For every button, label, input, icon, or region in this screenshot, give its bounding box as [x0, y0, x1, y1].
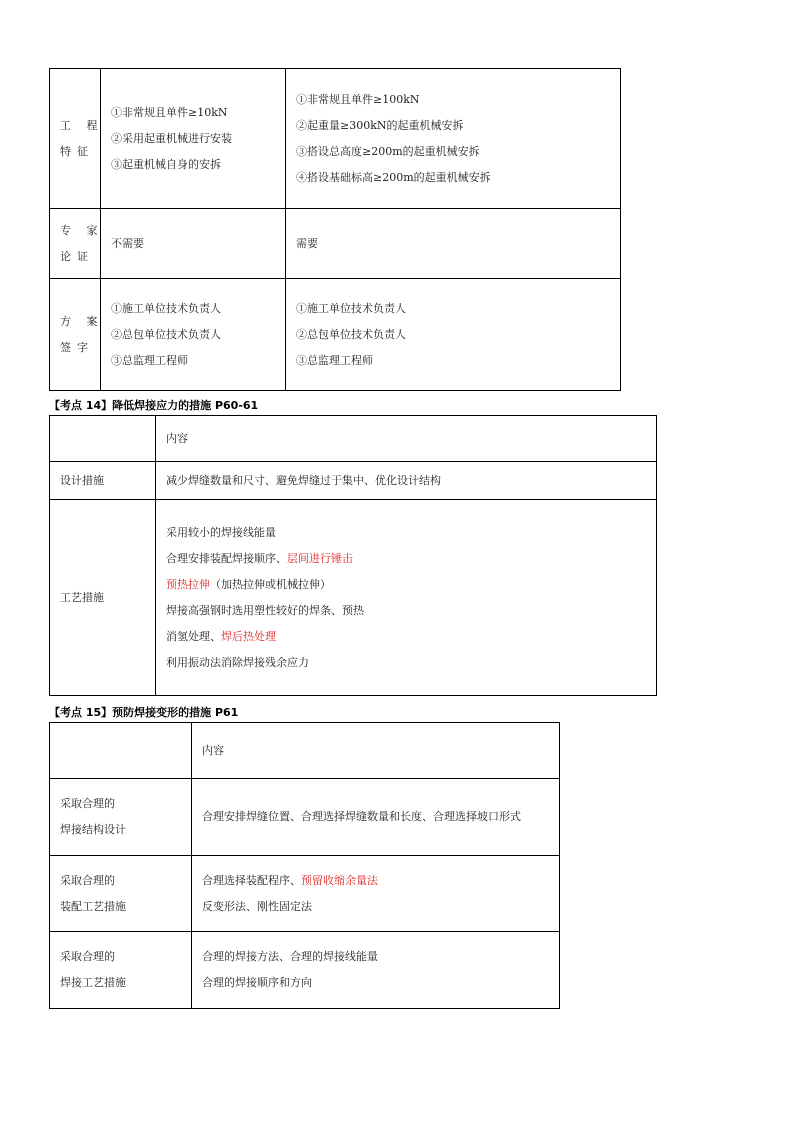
text-segment: （加热拉伸或机械拉伸） [210, 577, 331, 591]
welding-deformation-table [49, 722, 560, 1009]
text-line [202, 868, 559, 894]
text-line [202, 894, 559, 920]
highlighted-text: 焊后热处理 [221, 629, 276, 643]
row-label: 设计措施 [50, 462, 156, 500]
text-line [202, 804, 559, 830]
content-cell [192, 856, 560, 932]
text-segment: 合理的焊接顺序和方向 [202, 976, 312, 989]
text-segment: 消氢处理、 [166, 629, 221, 643]
table-row [50, 500, 657, 696]
content-lines [202, 944, 559, 996]
welding-stress-table [49, 415, 657, 696]
text-segment: 合理选择装配程序、 [202, 873, 301, 887]
text-segment: 焊接高强钢时选用塑性较好的焊条、预热 [166, 603, 364, 617]
cell-col2: ①施工单位技术负责人 ②总包单位技术负责人 ③总监理工程师 [286, 279, 621, 391]
table-row [50, 779, 560, 856]
section-14-title: 【考点 14】降低焊接应力的措施 P60-61 [49, 399, 259, 412]
content-lines [202, 868, 559, 920]
highlighted-text: 预热拉伸 [166, 577, 210, 591]
row-label: 采取合理的 焊接结构设计 [50, 779, 192, 856]
section-15-title: 【考点 15】预防焊接变形的措施 P61 [49, 706, 239, 719]
row-label: 工 程 特征 [50, 69, 101, 209]
text-line [166, 598, 656, 624]
process-measures-cell [156, 500, 657, 696]
cell-col1: 不需要 [101, 209, 286, 279]
header-empty-cell [50, 723, 192, 779]
content-cell [192, 932, 560, 1009]
design-measures-cell: 减少焊缝数量和尺寸、避免焊缝过于集中、优化设计结构 [156, 462, 657, 500]
content-cell [192, 779, 560, 856]
cell-col2: ①非常规且单件≥100kN ②起重量≥300kN的起重机械安拆 ③搭设总高度≥200m的起重机械安拆 ④搭设基础标高≥200m的起重机械安拆 [286, 69, 621, 209]
text-line [202, 944, 559, 970]
header-empty-cell [50, 416, 156, 462]
text-line [202, 970, 559, 996]
highlighted-text: 预留收缩余量法 [301, 873, 378, 887]
row-label: 采取合理的 装配工艺措施 [50, 856, 192, 932]
cell-col1: ①非常规且单件≥10kN ②采用起重机械进行安装 ③起重机械自身的安拆 [101, 69, 286, 209]
text-line [166, 650, 656, 676]
header-cell: 内容 [156, 416, 657, 462]
text-segment: 合理的焊接方法、合理的焊接线能量 [202, 950, 378, 963]
table-row [50, 856, 560, 932]
text-segment: 利用振动法消除焊接残余应力 [166, 655, 309, 669]
text-segment: 反变形法、刚性固定法 [202, 899, 312, 913]
content-lines [202, 804, 559, 830]
process-measures-list [166, 520, 656, 676]
text-line [166, 624, 656, 650]
text-segment: 合理安排装配焊接顺序、 [166, 551, 287, 565]
highlighted-text: 层间进行锤击 [287, 551, 353, 565]
table-row [50, 462, 657, 500]
table-row [50, 416, 657, 462]
table-row [50, 723, 560, 779]
table-row [50, 279, 621, 391]
cell-col1: ①施工单位技术负责人 ②总包单位技术负责人 ③总监理工程师 [101, 279, 286, 391]
text-line [166, 572, 656, 598]
text-line [166, 520, 656, 546]
text-segment: 采用较小的焊接线能量 [166, 525, 276, 539]
text-line [166, 546, 656, 572]
row-label: 工艺措施 [50, 500, 156, 696]
table-row [50, 209, 621, 279]
crane-requirements-table [49, 68, 621, 391]
table-row [50, 932, 560, 1009]
header-cell: 内容 [192, 723, 560, 779]
cell-col2: 需要 [286, 209, 621, 279]
table-row [50, 69, 621, 209]
text-segment: 合理安排焊缝位置、合理选择焊缝数量和长度、合理选择坡口形式 [202, 810, 521, 823]
row-label: 方 案 签字 [50, 279, 101, 391]
row-label: 采取合理的 焊接工艺措施 [50, 932, 192, 1009]
row-label: 专 家 论证 [50, 209, 101, 279]
